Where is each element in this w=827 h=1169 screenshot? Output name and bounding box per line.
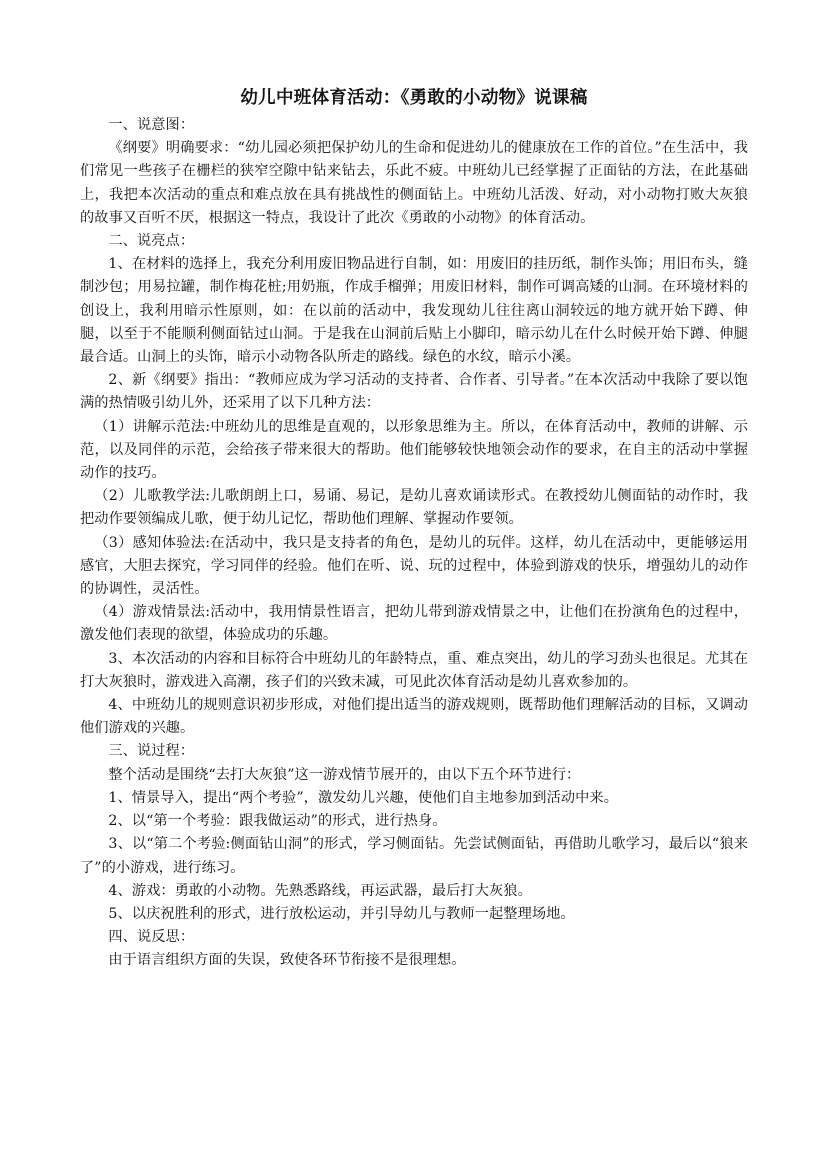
paragraph-highlight-3: 3、本次活动的内容和目标符合中班幼儿的年龄特点，重、难点突出，幼儿的学习劲头也很足。尤其在打大灰狼时，游戏进入高潮，孩子们的兴致未减，可见此次体育活动是幼儿喜欢参加的。 — [80, 650, 748, 690]
method-1: （1）讲解示范法:中班幼儿的思维是直观的，以形象思维为主。所以，在体育活动中，教师的讲解、示范，以及同伴的示范，会给孩子带来很大的帮助。他们能够较快地领会动作的要求，在自主的活动中掌握动作的技巧。 — [80, 418, 748, 482]
process-intro: 整个活动是围绕“去打大灰狼”这一游戏情节展开的，由以下五个环节进行： — [108, 766, 581, 783]
section-heading-intent: 一、说意图： — [108, 117, 195, 133]
process-step-5: 5、以庆祝胜利的形式，进行放松运动，并引导幼儿与教师一起整理场地。 — [108, 905, 575, 922]
section-heading-highlights: 二、说亮点： — [108, 233, 195, 250]
paragraph-highlight-4: 4、中班幼儿的规则意识初步形成，对他们提出适当的游戏规则，既帮助他们理解活动的目标，又调动他们游戏的兴趣。 — [80, 697, 748, 737]
document-title: 幼儿中班体育活动：《勇敢的小动物》说课稿 — [240, 88, 588, 108]
paragraph-highlight-2: 2、新《纲要》指出：“教师应成为学习活动的支持者、合作者、引导者。”在本次活动中我除了要以饱满的热情吸引幼儿外，还采用了以下几种方法： — [80, 372, 748, 412]
section-heading-process: 三、说过程： — [108, 743, 195, 760]
document-page — [80, 86, 748, 973]
method-4: （4）游戏情景法:活动中，我用情景性语言，把幼儿带到游戏情景之中，让他们在扮演角色的过程中，激发他们表现的欲望，体验成功的乐趣。 — [80, 604, 748, 644]
process-step-3: 3、以“第二个考验:侧面钻山洞”的形式，学习侧面钻。先尝试侧面钻，再借助儿歌学习，最后以“狼来了”的小游戏，进行练习。 — [80, 836, 748, 876]
paragraph-intent: 《纲要》明确要求：“幼儿园必须把保护幼儿的生命和促进幼儿的健康放在工作的首位。”在生活中，我们常见一些孩子在栅栏的狭窄空隙中钻来钻去，乐此不疲。中班幼儿已经掌握了正面钻的方法，在此基础上，我把本次活动的重点和难点放在具有挑战性的侧面钻上。中班幼儿活泼、好动，对小动物打败大灰狼的故事又百听不厌，根据这一特点，我设计了此次《勇敢的小动物》的体育活动。 — [80, 140, 748, 226]
process-step-1: 1、情景导入，提出“两个考验”，激发幼儿兴趣，使他们自主地参加到活动中来。 — [108, 789, 619, 806]
paragraph-reflection: 由于语言组织方面的失误，致使各环节衔接不是很理想。 — [108, 952, 466, 969]
process-step-4: 4、游戏：勇敢的小动物。先熟悉路线，再运武器，最后打大灰狼。 — [108, 882, 532, 899]
section-heading-reflection: 四、说反思： — [108, 929, 195, 946]
method-2: （2）儿歌教学法:儿歌朗朗上口，易诵、易记，是幼儿喜欢诵读形式。在教授幼儿侧面钻的动作时，我把动作要领编成儿歌，便于幼儿记忆，帮助他们理解、掌握动作要领。 — [80, 488, 748, 528]
process-step-2: 2、以“第一个考验：跟我做运动”的形式，进行热身。 — [108, 813, 447, 830]
method-3: （3）感知体验法:在活动中，我只是支持者的角色，是幼儿的玩伴。这样，幼儿在活动中，更能够运用感官，大胆去探究，学习同伴的经验。他们在听、说、玩的过程中，体验到游戏的快乐，增强幼儿的动作的协调性，灵活性。 — [80, 534, 748, 598]
paragraph-highlight-1: 1、在材料的选择上，我充分利用废旧物品进行自制，如：用废旧的挂历纸，制作头饰；用旧布头，缝制沙包；用易拉罐，制作梅花桩;用奶瓶，作成手榴弹；用废旧材料，制作可调高矮的山洞。在环境材料的创设上，我利用暗示性原则，如：在以前的活动中，我发现幼儿往往离山洞较远的地方就开始下蹲、伸腿，以至于不能顺利侧面钻过山洞。于是我在山洞前后贴上小脚印，暗示幼儿在什么时候开始下蹲、伸腿最合适。山洞上的头饰，暗示小动物各队所走的路线。绿色的水纹，暗示小溪。 — [80, 256, 748, 366]
